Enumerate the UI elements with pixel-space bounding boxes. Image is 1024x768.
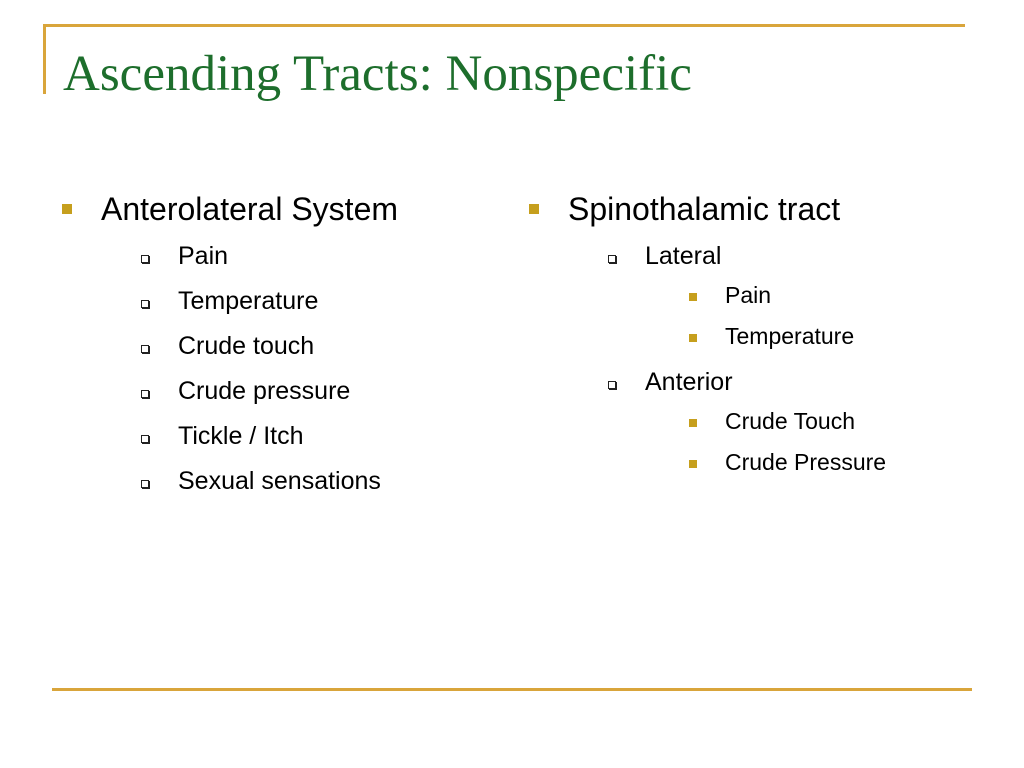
sub-bullet bbox=[137, 414, 500, 459]
bullet-text: Anterolateral System bbox=[101, 191, 399, 227]
bullet-spinothalamic-tract bbox=[527, 188, 967, 483]
sub-bullet-text: Temperature bbox=[178, 287, 319, 315]
hollow-square-bullet-icon bbox=[141, 390, 149, 398]
hollow-square-bullet-icon bbox=[141, 480, 149, 488]
sub-bullet-text: Crude touch bbox=[178, 332, 315, 360]
sub-bullet bbox=[137, 459, 500, 504]
right-column bbox=[527, 188, 967, 486]
sub-sub-bullet-text: Crude Touch bbox=[725, 408, 855, 434]
left-column bbox=[60, 188, 500, 504]
sub-sub-bullet bbox=[685, 316, 967, 357]
sub-bullet-text: Sexual sensations bbox=[178, 467, 381, 495]
frame-left-rule bbox=[43, 24, 46, 94]
square-bullet-icon bbox=[689, 419, 697, 427]
sub-sub-bullet-text: Crude Pressure bbox=[725, 449, 887, 475]
square-bullet-icon bbox=[62, 204, 72, 214]
footer-rule bbox=[52, 688, 972, 691]
sub-sub-bullet-text: Temperature bbox=[725, 323, 855, 349]
square-bullet-icon bbox=[689, 293, 697, 301]
hollow-square-bullet-icon bbox=[141, 255, 149, 263]
hollow-square-bullet-icon bbox=[608, 255, 616, 263]
sub-bullet-lateral bbox=[604, 234, 967, 357]
square-bullet-icon bbox=[529, 204, 539, 214]
hollow-square-bullet-icon bbox=[141, 345, 149, 353]
sub-bullet-text: Pain bbox=[178, 242, 229, 270]
sub-sub-bullet bbox=[685, 275, 967, 316]
frame-top-rule bbox=[43, 24, 965, 27]
square-bullet-icon bbox=[689, 460, 697, 468]
bullet-text: Spinothalamic tract bbox=[568, 191, 841, 227]
hollow-square-bullet-icon bbox=[141, 300, 149, 308]
sub-bullet-text: Crude pressure bbox=[178, 377, 351, 405]
hollow-square-bullet-icon bbox=[608, 381, 616, 389]
sub-sub-bullet bbox=[685, 442, 967, 483]
square-bullet-icon bbox=[689, 334, 697, 342]
sub-bullet-text: Anterior bbox=[645, 368, 733, 396]
hollow-square-bullet-icon bbox=[141, 435, 149, 443]
sub-sub-bullet bbox=[685, 401, 967, 442]
sub-bullet bbox=[137, 279, 500, 324]
slide-title: Ascending Tracts: Nonspecific bbox=[63, 46, 692, 102]
sub-bullet bbox=[137, 369, 500, 414]
sub-bullet bbox=[137, 234, 500, 279]
sub-bullet-text: Tickle / Itch bbox=[178, 422, 304, 450]
bullet-anterolateral-system bbox=[60, 188, 500, 504]
sub-sub-bullet-text: Pain bbox=[725, 282, 772, 308]
sub-bullet-anterior bbox=[604, 360, 967, 483]
sub-bullet bbox=[137, 324, 500, 369]
sub-bullet-text: Lateral bbox=[645, 242, 722, 270]
